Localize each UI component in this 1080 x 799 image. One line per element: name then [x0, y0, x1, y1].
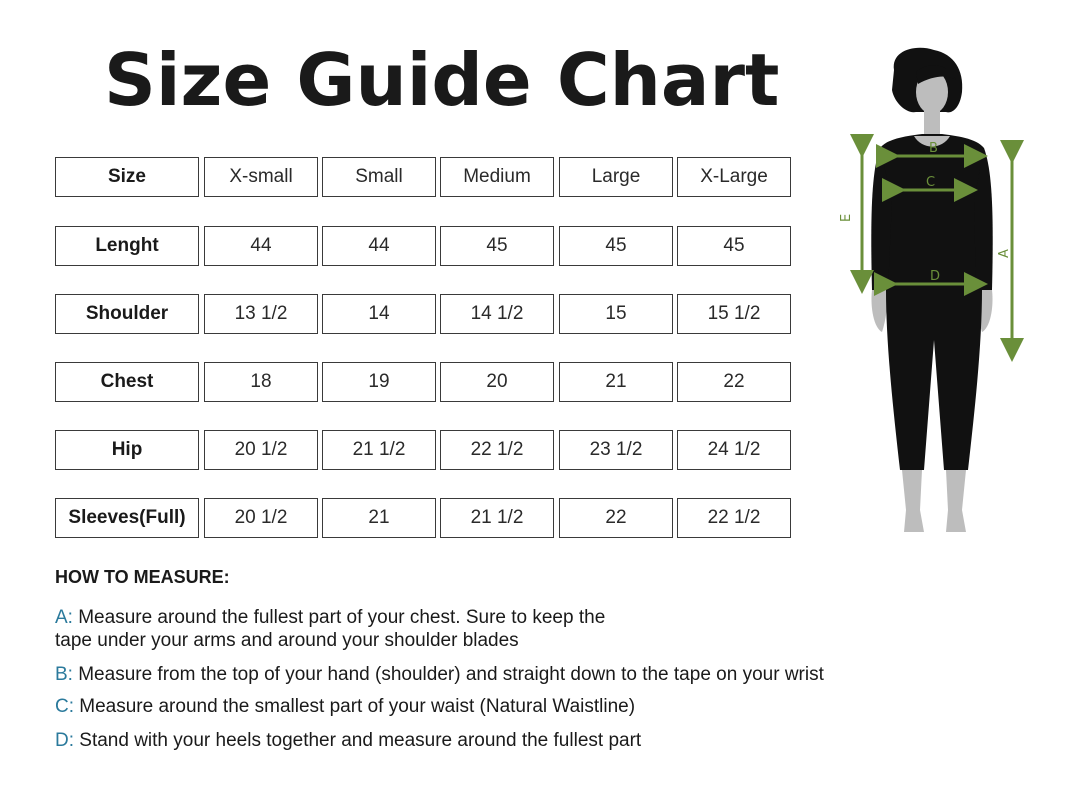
- instruction-c: [55, 696, 635, 718]
- table-cell: 13 1/2: [204, 294, 318, 334]
- table-cell: 20: [440, 362, 554, 402]
- instruction-text: tape under your arms and around your shoulder blades: [55, 630, 519, 651]
- instruction-key: D:: [55, 730, 74, 751]
- table-header-label: Size: [55, 157, 199, 197]
- size-header-xlarge: X-Large: [677, 157, 791, 197]
- instruction-text: Stand with your heels together and measure around the fullest part: [79, 730, 642, 751]
- instruction-a: [55, 607, 605, 629]
- table-cell: 18: [204, 362, 318, 402]
- table-cell: 45: [559, 226, 673, 266]
- row-label-shoulder: Shoulder: [55, 294, 199, 334]
- size-header-medium: Medium: [440, 157, 554, 197]
- instruction-text: Measure around the fullest part of your chest. Sure to keep the: [78, 607, 606, 628]
- table-cell: 22: [677, 362, 791, 402]
- table-cell: 20 1/2: [204, 498, 318, 538]
- table-cell: 21: [322, 498, 436, 538]
- instruction-key: C:: [55, 696, 74, 717]
- measurement-figure: [836, 40, 1036, 540]
- size-header-xsmall: X-small: [204, 157, 318, 197]
- how-to-heading: HOW TO MEASURE:: [55, 567, 230, 587]
- table-cell: 23 1/2: [559, 430, 673, 470]
- page-title: Size Guide Chart: [104, 38, 780, 122]
- row-label-chest: Chest: [55, 362, 199, 402]
- table-cell: 21: [559, 362, 673, 402]
- instruction-a-continued: [55, 630, 519, 652]
- instruction-key: B:: [55, 664, 73, 685]
- table-cell: 21 1/2: [440, 498, 554, 538]
- table-cell: 22 1/2: [677, 498, 791, 538]
- table-cell: 24 1/2: [677, 430, 791, 470]
- size-header-small: Small: [322, 157, 436, 197]
- table-cell: 44: [322, 226, 436, 266]
- instruction-b: [55, 664, 824, 686]
- woman-silhouette: [871, 48, 992, 532]
- table-cell: 15 1/2: [677, 294, 791, 334]
- label-b: B: [929, 141, 938, 156]
- instruction-text: Measure from the top of your hand (shoulder) and straight down to the tape on your wrist: [78, 664, 824, 685]
- table-cell: 22 1/2: [440, 430, 554, 470]
- row-label-sleeves: Sleeves(Full): [55, 498, 199, 538]
- table-cell: 14: [322, 294, 436, 334]
- label-c: C: [926, 175, 936, 190]
- table-cell: 45: [677, 226, 791, 266]
- table-cell: 14 1/2: [440, 294, 554, 334]
- row-label-length: Lenght: [55, 226, 199, 266]
- table-cell: 22: [559, 498, 673, 538]
- table-cell: 20 1/2: [204, 430, 318, 470]
- table-cell: 45: [440, 226, 554, 266]
- label-a: A: [997, 249, 1012, 258]
- size-header-large: Large: [559, 157, 673, 197]
- table-cell: 15: [559, 294, 673, 334]
- table-cell: 21 1/2: [322, 430, 436, 470]
- instruction-text: Measure around the smallest part of your waist (Natural Waistline): [79, 696, 636, 717]
- label-e: E: [839, 213, 854, 222]
- table-cell: 44: [204, 226, 318, 266]
- row-label-hip: Hip: [55, 430, 199, 470]
- label-d: D: [930, 269, 941, 284]
- instruction-d: [55, 730, 641, 752]
- instruction-key: A:: [55, 607, 73, 628]
- table-cell: 19: [322, 362, 436, 402]
